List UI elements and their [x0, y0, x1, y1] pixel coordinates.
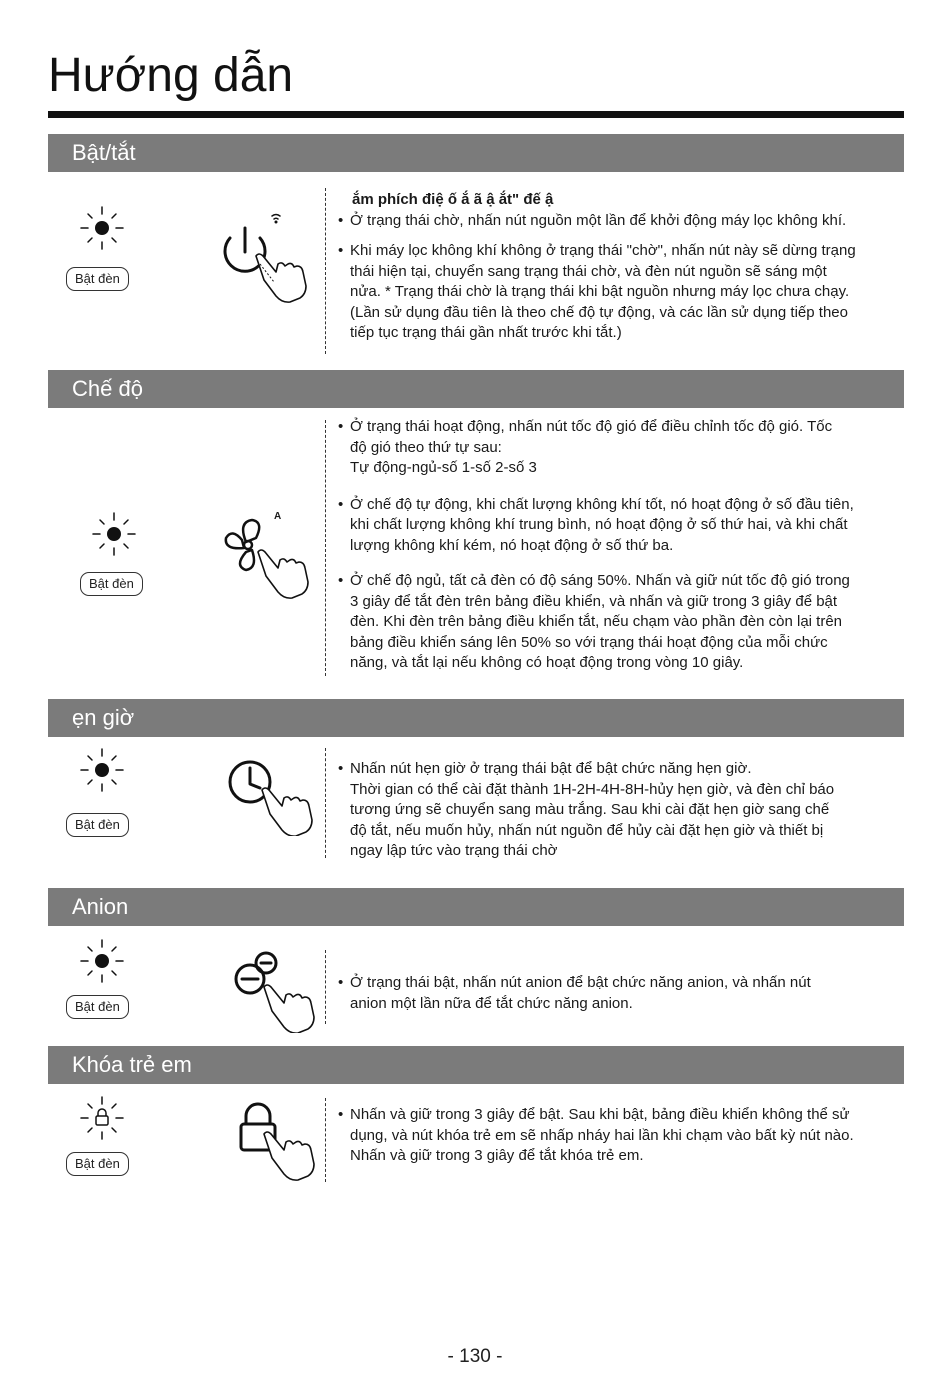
power-instructions — [338, 190, 913, 344]
child-lock-instructions — [338, 1105, 913, 1167]
child-lock-bullet-1: • Nhấn và giữ trong 3 giây để bật. Sau khi bật, bảng điều khiển không thể sử dụng, và nút khóa trẻ em sẽ nhấp nháy hai lần khi chạm vào bất kỳ nút nào. Nhấn và giữ trong 3 giây để tắt khóa trẻ em. — [338, 1106, 854, 1164]
light-on-label: Bật đèn — [66, 813, 129, 837]
light-on-label: Bật đèn — [66, 267, 129, 291]
power-button-press-icon — [216, 212, 312, 304]
child-lock-press-icon — [232, 1098, 328, 1186]
power-bullet-2: • Khi máy lọc không khí không ở trạng thái "chờ", nhấn nút này sẽ dừng trạng thái hiện tại, chuyển sang trạng thái chờ, và đèn nút nguồn sẽ sáng một nửa. * Trạng thái chờ là trạng thái khi bật nguồn nhưng máy lọc chưa chạy. (Lần sử dụng đầu tiên là theo chế độ tự động, và các lần sử dụng tiếp theo tiếp tục trạng thái gần nhất trước khi tắt.) — [338, 242, 856, 341]
section-divider — [325, 188, 326, 354]
auto-mode-letter: A — [274, 511, 282, 522]
timer-bullet-1: • Nhấn nút hẹn giờ ở trạng thái bật để bật chức năng hẹn giờ. Thời gian có thể cài đặt thành 1H-2H-4H-8H-hủy hẹn giờ, và đèn chỉ báo tương ứng sẽ chuyển sang màu trắng. Sau khi cài đặt hẹn giờ sang chế độ tắt, nếu muốn hủy, nhấn nút nguồn để hủy cài đặt hẹn giờ và thiết bị ngay lập tức vào trạng thái chờ — [338, 760, 835, 859]
fan-speed-press-icon — [218, 508, 314, 600]
section-header-anion: Anion — [48, 888, 904, 926]
section-header-timer: ẹn giờ — [48, 699, 904, 737]
power-bullet-1: • Ở trạng thái chờ, nhấn nút nguồn một lần để khởi động máy lọc không khí. — [338, 211, 847, 229]
power-heading: ắm phích điệ ố ắ ã ậ ắt" đế ậ — [352, 191, 554, 208]
light-on-label: Bật đèn — [66, 1152, 129, 1176]
anion-button-press-icon — [228, 945, 324, 1033]
light-indicator-icon — [78, 746, 126, 794]
section-header-power: Bật/tắt — [48, 134, 904, 172]
anion-instructions — [338, 973, 913, 1014]
light-on-label: Bật đèn — [80, 572, 143, 596]
mode-bullet-3: • Ở chế độ ngủ, tất cả đèn có độ sáng 50%. Nhấn và giữ nút tốc độ gió trong 3 giây để tắt đèn trên bảng điều khiển, và nhấn và giữ trong 3 giây để bật đèn. Khi đèn trên bảng điều khiển tắt, nếu chạm vào phần đèn còn lại trên bảng điều khiển sáng lên 50% so với trạng thái hoạt động của mỗi chức năng, và tắt lại nếu không có hoạt động trong vòng 10 giây. — [338, 572, 850, 671]
mode-instructions — [338, 417, 913, 674]
light-indicator-icon — [78, 204, 126, 252]
timer-instructions — [338, 759, 913, 862]
section-header-mode: Chế độ — [48, 370, 904, 408]
light-indicator-icon — [78, 937, 126, 985]
section-divider — [325, 1098, 326, 1182]
page-number: - 130 - — [447, 1346, 503, 1367]
light-on-label: Bật đèn — [66, 995, 129, 1019]
anion-bullet-1: • Ở trạng thái bật, nhấn nút anion để bật chức năng anion, và nhấn nút anion một lần nữa để tắt chức năng anion. — [338, 974, 811, 1012]
lock-indicator-icon — [78, 1094, 126, 1142]
light-indicator-icon — [90, 510, 138, 558]
section-divider — [325, 748, 326, 858]
mode-bullet-2: • Ở chế độ tự động, khi chất lượng không khí tốt, nó hoạt động ở số đầu tiên, khi chất lượng không khí trung bình, nó hoạt động ở số thứ hai, và khi chất lượng không khí kém, nó hoạt động ở số thứ ba. — [338, 495, 854, 554]
section-divider — [325, 420, 326, 676]
mode-bullet-1: • Ở trạng thái hoạt động, nhấn nút tốc độ gió để điều chỉnh tốc độ gió. Tốc độ gió theo thứ tự sau: Tự động-ngủ-số 1-số 2-số 3 — [338, 418, 833, 476]
timer-button-press-icon — [222, 748, 318, 836]
title-rule — [48, 111, 904, 118]
section-divider — [325, 950, 326, 1024]
section-header-child-lock: Khóa trẻ em — [48, 1046, 904, 1084]
page-title: Hướng dẫn — [48, 49, 294, 102]
